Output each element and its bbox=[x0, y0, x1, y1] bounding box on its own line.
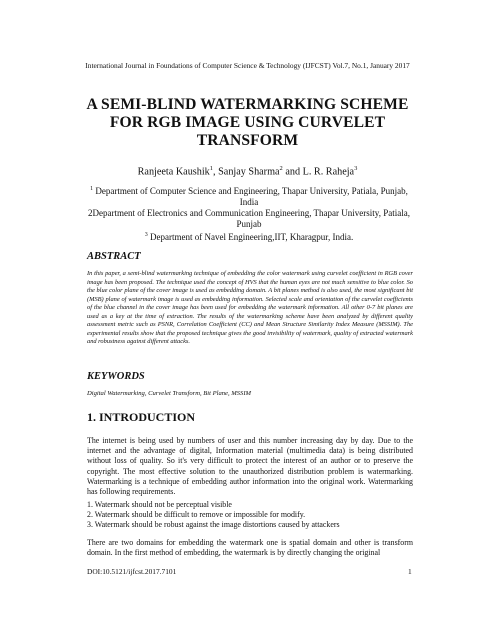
intro-paragraph-2: There are two domains for embedding the watermark one is spatial domain and other is transform domain. In the first method of embedding, the watermark is by directly changing the original bbox=[87, 538, 413, 558]
affiliation-text: Department of Navel Engineering,IIT, Kharagpur, India. bbox=[150, 232, 354, 242]
page-number: 1 bbox=[408, 567, 412, 576]
journal-header: International Journal in Foundations of Computer Science & Technology (IJFCST) Vol.7, No.1, January 2017 bbox=[85, 61, 410, 70]
list-item: 2. Watermark should be difficult to remove or impossible for modify. bbox=[87, 510, 306, 520]
affiliation-1 bbox=[84, 184, 414, 197]
abstract-text: In this paper, a semi-blind watermarking technique of embedding the color watermark using curvelet coefficient in RGB cover image has been proposed. The technique used the concept of HVS that the human eyes are not much sensitive to blue color. So the blue color plane of the cover image is used as embedding domain. A bit planes method is also used, the most significant bit (MSB) plane of watermark image is used as embedding information. Selected scale and orientation of the curvelet coefficients of the blue channel in the cover image has been used for embedding the watermark information. All other 0-7 bit planes are used as a key at the time of extraction. The results of the watermarking scheme have been analyzed by different quality assessment metric such as PSNR, Correlation Coefficient (CC) and Mean Structure Similarity Index Measure (MSSIM). The experimental results show that the proposed technique gives the good invisibility of watermark, quality of extracted watermark and robustness against different attacks. bbox=[87, 270, 413, 346]
keywords-text: Digital Watermarking, Curvelet Transform, Bit Plane, MSSIM bbox=[87, 390, 252, 397]
affiliation-2-cont: Punjab bbox=[236, 219, 262, 229]
author-affil-marker: 2 bbox=[279, 165, 283, 172]
author-separator: , bbox=[213, 166, 219, 178]
author-line bbox=[0, 165, 495, 177]
keywords-heading: KEYWORDS bbox=[87, 371, 145, 382]
author-affil-marker: 1 bbox=[209, 165, 214, 172]
affiliation-text: Department of Computer Science and Engineering, Thapar University, Patiala, Punjab, bbox=[95, 186, 408, 196]
intro-paragraph: The internet is being used by numbers of user and this number increasing day by day. Due to the internet and the advantage of digital, Information material (multimedia data) is being distributed without loss of quality. So it's very difficult to protect the interest of an author or to preserve the copyright. The most effective solution to the unauthorized distribution problem is watermarking. Watermarking is a technique of embedding author information into the original work. Watermarking has following requirements. bbox=[87, 436, 413, 497]
list-item: 3. Watermark should be robust against the image distortions caused by attackers bbox=[87, 520, 340, 530]
doi-footer: DOI:10.5121/ijfcst.2017.7101 bbox=[87, 567, 177, 576]
title-line: A SEMI-BLIND WATERMARKING SCHEME bbox=[86, 96, 409, 113]
author-name: Sanjay Sharma bbox=[218, 166, 280, 178]
paper-title bbox=[60, 96, 435, 150]
affiliations bbox=[84, 184, 414, 243]
requirements-list bbox=[87, 500, 413, 530]
list-item: 1. Watermark should not be perceptual visible bbox=[87, 500, 232, 509]
affiliation-3 bbox=[84, 230, 414, 243]
affil-marker: 1 bbox=[90, 186, 94, 192]
affil-marker: 3 bbox=[144, 232, 148, 238]
author-name: Ranjeeta Kaushik bbox=[137, 166, 210, 178]
affiliation-1-cont: India bbox=[239, 197, 259, 207]
abstract-heading: ABSTRACT bbox=[87, 251, 141, 262]
section-heading: 1. INTRODUCTION bbox=[87, 410, 196, 424]
author-name: L. R. Raheja bbox=[302, 166, 355, 178]
affiliation-2: 2Department of Electronics and Communication Engineering, Thapar University, Patiala, bbox=[88, 208, 410, 218]
author-separator: and bbox=[282, 166, 303, 178]
title-line: FOR RGB IMAGE USING CURVELET bbox=[109, 114, 386, 131]
author-affil-marker: 3 bbox=[354, 165, 358, 172]
title-line: TRANSFORM bbox=[196, 132, 299, 149]
